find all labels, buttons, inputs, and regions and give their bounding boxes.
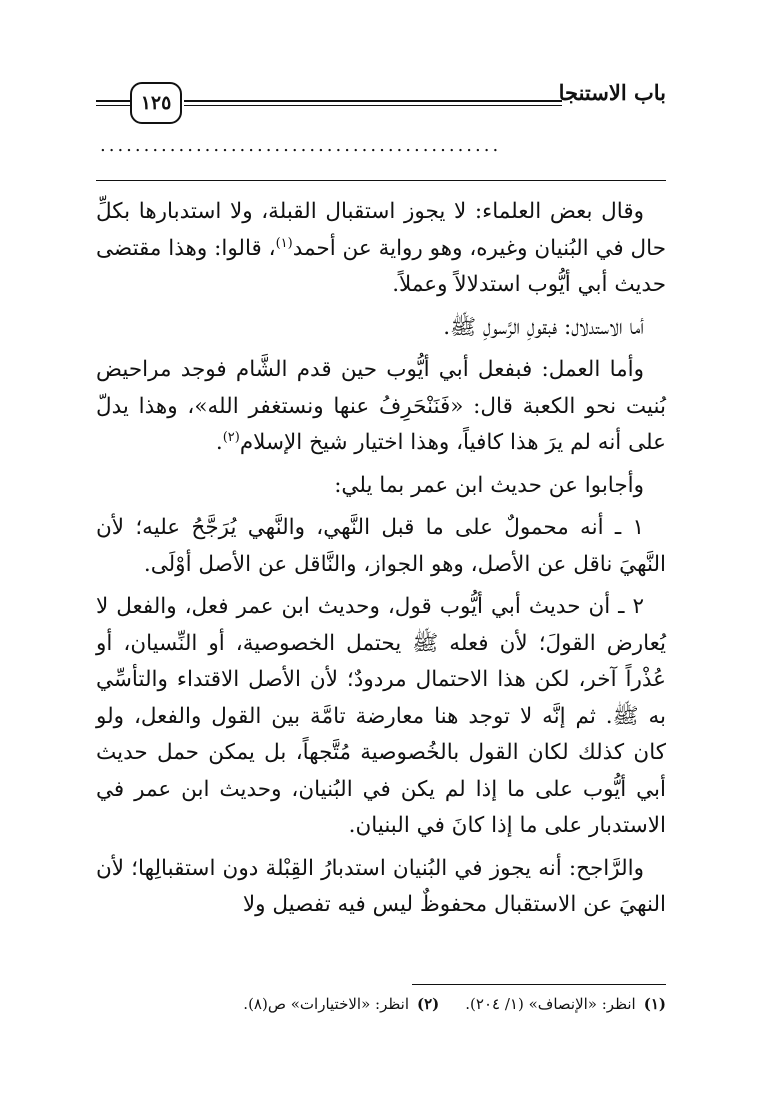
header-rule-left-thin (96, 105, 130, 106)
header-rule-right (184, 100, 562, 102)
paragraph: وأجابوا عن حديث ابن عمر بما يلي: (334, 472, 644, 498)
main-text (96, 194, 666, 924)
list-item: ٢ ـ أن حديث أبي أيُّوب قول، وحديث ابن عمر فعل، والفعل لا يُعارض القولَ؛ لأن فعله ﷺ يحتمل الخصوصية، أو النِّسيان، أو عُذْراً آخر، لكن هذا الاحتمال مردودٌ؛ لأن الأصل الاقتداء والتأسِّي به ﷺ. ثم إنَّه لا توجد هنا معارضة تامَّة بين القول والفعل، ولو كان كذلك لكان القول بالخُصوصية مُتَّجهاً، بل يمكن حمل حديث أبي أيُّوب على ما إذا لم يكن في البُنيان، وحديث ابن عمر في الاستدبار على ما إذا كانَ في البنيان. (96, 594, 666, 838)
footnote-ref: (١) (275, 235, 293, 251)
footnote: (٢)انظر: «الاختيارات» ص(٨). (243, 995, 440, 1013)
page-number: ١٢٥ (130, 82, 182, 124)
paragraph: وأما العمل: فبفعل أبي أيُّوب حين قدم الشَّام فوجد مراحيض بُنيت نحو الكعبة قال: «فَنَنْحَرِفُ عنها ونستغفر الله»، وهذا يدلّ على أنه لم يرَ هذا كافياً، وهذا اختيار شيخ الإسلام$^{(٢)}$. (96, 357, 666, 455)
list-item: ١ ـ أنه محمولٌ على ما قبل النَّهي، والنَّهي يُرَجَّحُ عليه؛ لأن النَّهيَ ناقل عن الأصل، وهو الجواز، والنَّاقل عن الأصل أوْلَى. (96, 515, 666, 577)
top-divider (96, 180, 666, 181)
paragraph: والرَّاجح: أنه يجوز في البُنيان استدبارُ القِبْلة دون استقبالِها؛ لأن النهيَ عن الاستقبال محفوظٌ ليس فيه تفصيل ولا (96, 855, 666, 917)
footnote: (١)انظر: «الإنصاف» (١/ ٢٠٤). (465, 995, 666, 1013)
footnotes (96, 992, 666, 1016)
paragraph: وقال بعض العلماء: لا يجوز استقبال القبلة، ولا استدبارها بكلِّ حال في البُنيان وغيره، وهو رواية عن أحمد$^{(١)}$، قالوا: وهذا مقتضى حديث أبي أيُّوب استدلالاً وعملاً. (96, 199, 666, 297)
footnote-divider (412, 984, 666, 985)
header-rule-right-thin (184, 105, 562, 106)
header-rule-left (96, 100, 130, 102)
running-header (96, 70, 666, 130)
separator-dots: .............................................. (100, 136, 502, 156)
paragraph: أما الاستدلال: فبقولِ الرَّسولِ ﷺ. (443, 314, 644, 340)
chapter-title: باب الاستنجا (558, 80, 666, 105)
footnote-ref: (٢) (222, 429, 240, 445)
